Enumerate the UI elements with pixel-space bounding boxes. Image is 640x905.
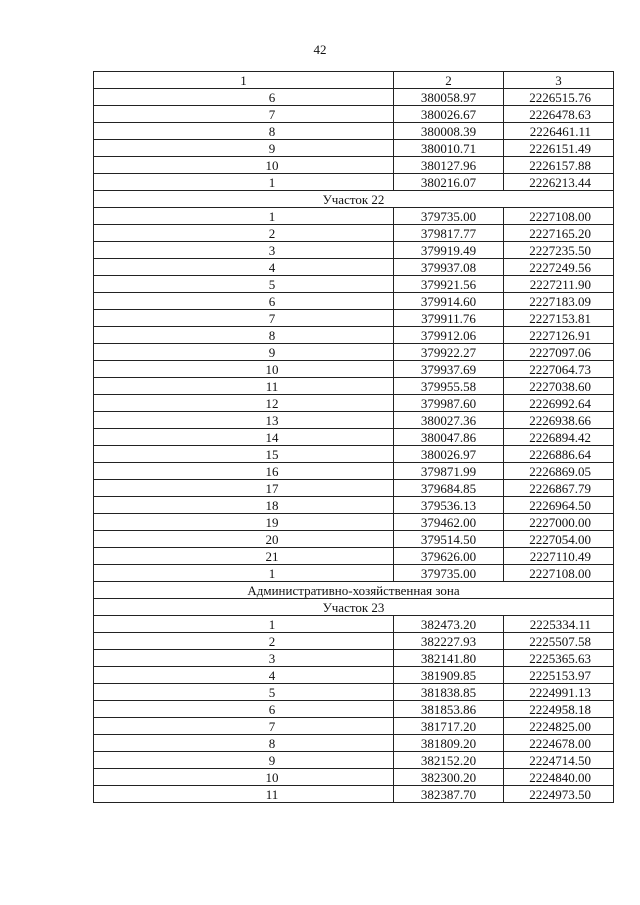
x-coordinate-cell: 379922.27: [394, 344, 504, 361]
x-coordinate-cell: 379626.00: [394, 548, 504, 565]
table-row: [94, 208, 614, 225]
table-row: [94, 225, 614, 242]
x-coordinate-cell: 381853.86: [394, 701, 504, 718]
y-coordinate-cell: 2227211.90: [504, 276, 614, 293]
y-coordinate-cell: 2227108.00: [504, 565, 614, 582]
y-coordinate-cell: 2227108.00: [504, 208, 614, 225]
x-coordinate-cell: 379817.77: [394, 225, 504, 242]
table-row: [94, 446, 614, 463]
x-coordinate-cell: 379937.08: [394, 259, 504, 276]
y-coordinate-cell: 2224678.00: [504, 735, 614, 752]
point-number-cell: 6: [94, 89, 394, 106]
table-row: [94, 735, 614, 752]
x-coordinate-cell: 380058.97: [394, 89, 504, 106]
point-number-cell: 8: [94, 327, 394, 344]
x-coordinate-cell: 379536.13: [394, 497, 504, 514]
point-number-cell: 2: [94, 633, 394, 650]
table-row: [94, 412, 614, 429]
y-coordinate-cell: 2226964.50: [504, 497, 614, 514]
x-coordinate-cell: 379514.50: [394, 531, 504, 548]
x-coordinate-cell: 379735.00: [394, 208, 504, 225]
table-row: [94, 140, 614, 157]
y-coordinate-cell: 2224714.50: [504, 752, 614, 769]
point-number-cell: 5: [94, 276, 394, 293]
table-row: [94, 293, 614, 310]
section-title: Участок 22: [94, 191, 614, 208]
y-coordinate-cell: 2225365.63: [504, 650, 614, 667]
table-row: [94, 106, 614, 123]
table-row: [94, 786, 614, 803]
point-number-cell: 21: [94, 548, 394, 565]
x-coordinate-cell: 379911.76: [394, 310, 504, 327]
point-number-cell: 8: [94, 123, 394, 140]
point-number-cell: 19: [94, 514, 394, 531]
point-number-cell: 10: [94, 769, 394, 786]
coordinates-table: [93, 71, 614, 803]
x-coordinate-cell: 382473.20: [394, 616, 504, 633]
table-row: [94, 480, 614, 497]
table-row: [94, 361, 614, 378]
y-coordinate-cell: 2227183.09: [504, 293, 614, 310]
x-coordinate-cell: 380010.71: [394, 140, 504, 157]
x-coordinate-cell: 379987.60: [394, 395, 504, 412]
table-row: [94, 752, 614, 769]
y-coordinate-cell: 2226886.64: [504, 446, 614, 463]
point-number-cell: 15: [94, 446, 394, 463]
table-header-row: [94, 72, 614, 89]
x-coordinate-cell: 380026.97: [394, 446, 504, 463]
point-number-cell: 7: [94, 718, 394, 735]
point-number-cell: 9: [94, 752, 394, 769]
point-number-cell: 9: [94, 344, 394, 361]
y-coordinate-cell: 2226867.79: [504, 480, 614, 497]
point-number-cell: 6: [94, 701, 394, 718]
table-body: [94, 89, 614, 803]
y-coordinate-cell: 2226151.49: [504, 140, 614, 157]
table-row: [94, 259, 614, 276]
table-row: [94, 327, 614, 344]
table-row: [94, 497, 614, 514]
y-coordinate-cell: 2226157.88: [504, 157, 614, 174]
x-coordinate-cell: 380026.67: [394, 106, 504, 123]
x-coordinate-cell: 380216.07: [394, 174, 504, 191]
table-row: [94, 157, 614, 174]
y-coordinate-cell: 2226938.66: [504, 412, 614, 429]
column-header-y: 3: [504, 72, 614, 89]
x-coordinate-cell: 382141.80: [394, 650, 504, 667]
point-number-cell: 7: [94, 106, 394, 123]
table-row: [94, 276, 614, 293]
y-coordinate-cell: 2227110.49: [504, 548, 614, 565]
point-number-cell: 13: [94, 412, 394, 429]
y-coordinate-cell: 2224958.18: [504, 701, 614, 718]
point-number-cell: 9: [94, 140, 394, 157]
point-number-cell: 3: [94, 650, 394, 667]
point-number-cell: 11: [94, 786, 394, 803]
x-coordinate-cell: 381717.20: [394, 718, 504, 735]
table-row: [94, 174, 614, 191]
y-coordinate-cell: 2224840.00: [504, 769, 614, 786]
point-number-cell: 14: [94, 429, 394, 446]
table-row: [94, 633, 614, 650]
x-coordinate-cell: 379462.00: [394, 514, 504, 531]
y-coordinate-cell: 2226478.63: [504, 106, 614, 123]
x-coordinate-cell: 382152.20: [394, 752, 504, 769]
table-row: [94, 650, 614, 667]
x-coordinate-cell: 379684.85: [394, 480, 504, 497]
point-number-cell: 10: [94, 157, 394, 174]
table-row: [94, 123, 614, 140]
table-row: [94, 548, 614, 565]
table-row: [94, 565, 614, 582]
table-row: [94, 89, 614, 106]
y-coordinate-cell: 2227235.50: [504, 242, 614, 259]
y-coordinate-cell: 2227054.00: [504, 531, 614, 548]
y-coordinate-cell: 2226894.42: [504, 429, 614, 446]
point-number-cell: 12: [94, 395, 394, 412]
y-coordinate-cell: 2227000.00: [504, 514, 614, 531]
y-coordinate-cell: 2227064.73: [504, 361, 614, 378]
point-number-cell: 1: [94, 208, 394, 225]
table-row: [94, 667, 614, 684]
table-row: [94, 344, 614, 361]
x-coordinate-cell: 379914.60: [394, 293, 504, 310]
y-coordinate-cell: 2227126.91: [504, 327, 614, 344]
y-coordinate-cell: 2225507.58: [504, 633, 614, 650]
y-coordinate-cell: 2226213.44: [504, 174, 614, 191]
x-coordinate-cell: 379871.99: [394, 463, 504, 480]
point-number-cell: 16: [94, 463, 394, 480]
x-coordinate-cell: 379921.56: [394, 276, 504, 293]
section-row: [94, 582, 614, 599]
y-coordinate-cell: 2224973.50: [504, 786, 614, 803]
column-header-point: 1: [94, 72, 394, 89]
point-number-cell: 2: [94, 225, 394, 242]
x-coordinate-cell: 380008.39: [394, 123, 504, 140]
table-row: [94, 242, 614, 259]
y-coordinate-cell: 2226515.76: [504, 89, 614, 106]
x-coordinate-cell: 381838.85: [394, 684, 504, 701]
point-number-cell: 11: [94, 378, 394, 395]
y-coordinate-cell: 2224825.00: [504, 718, 614, 735]
x-coordinate-cell: 382387.70: [394, 786, 504, 803]
section-row: [94, 599, 614, 616]
table-row: [94, 718, 614, 735]
y-coordinate-cell: 2227153.81: [504, 310, 614, 327]
y-coordinate-cell: 2225153.97: [504, 667, 614, 684]
y-coordinate-cell: 2224991.13: [504, 684, 614, 701]
y-coordinate-cell: 2227249.56: [504, 259, 614, 276]
page-number: 42: [313, 42, 327, 57]
y-coordinate-cell: 2226992.64: [504, 395, 614, 412]
section-title: Административно-хозяйственная зона: [94, 582, 614, 599]
point-number-cell: 1: [94, 616, 394, 633]
table-row: [94, 463, 614, 480]
x-coordinate-cell: 380127.96: [394, 157, 504, 174]
x-coordinate-cell: 380027.36: [394, 412, 504, 429]
x-coordinate-cell: 379955.58: [394, 378, 504, 395]
table-row: [94, 310, 614, 327]
x-coordinate-cell: 379912.06: [394, 327, 504, 344]
x-coordinate-cell: 379735.00: [394, 565, 504, 582]
table-row: [94, 684, 614, 701]
y-coordinate-cell: 2225334.11: [504, 616, 614, 633]
column-header-x: 2: [394, 72, 504, 89]
table-row: [94, 616, 614, 633]
point-number-cell: 17: [94, 480, 394, 497]
y-coordinate-cell: 2227097.06: [504, 344, 614, 361]
x-coordinate-cell: 380047.86: [394, 429, 504, 446]
point-number-cell: 1: [94, 174, 394, 191]
y-coordinate-cell: 2227038.60: [504, 378, 614, 395]
point-number-cell: 3: [94, 242, 394, 259]
x-coordinate-cell: 379937.69: [394, 361, 504, 378]
point-number-cell: 4: [94, 259, 394, 276]
x-coordinate-cell: 381909.85: [394, 667, 504, 684]
point-number-cell: 8: [94, 735, 394, 752]
y-coordinate-cell: 2226869.05: [504, 463, 614, 480]
x-coordinate-cell: 382300.20: [394, 769, 504, 786]
table-row: [94, 429, 614, 446]
point-number-cell: 5: [94, 684, 394, 701]
table-row: [94, 701, 614, 718]
point-number-cell: 1: [94, 565, 394, 582]
table-row: [94, 378, 614, 395]
point-number-cell: 20: [94, 531, 394, 548]
x-coordinate-cell: 381809.20: [394, 735, 504, 752]
y-coordinate-cell: 2226461.11: [504, 123, 614, 140]
table-row: [94, 514, 614, 531]
point-number-cell: 18: [94, 497, 394, 514]
point-number-cell: 6: [94, 293, 394, 310]
x-coordinate-cell: 382227.93: [394, 633, 504, 650]
table-row: [94, 769, 614, 786]
y-coordinate-cell: 2227165.20: [504, 225, 614, 242]
table-row: [94, 395, 614, 412]
point-number-cell: 4: [94, 667, 394, 684]
section-title: Участок 23: [94, 599, 614, 616]
section-row: [94, 191, 614, 208]
point-number-cell: 7: [94, 310, 394, 327]
x-coordinate-cell: 379919.49: [394, 242, 504, 259]
table-row: [94, 531, 614, 548]
point-number-cell: 10: [94, 361, 394, 378]
